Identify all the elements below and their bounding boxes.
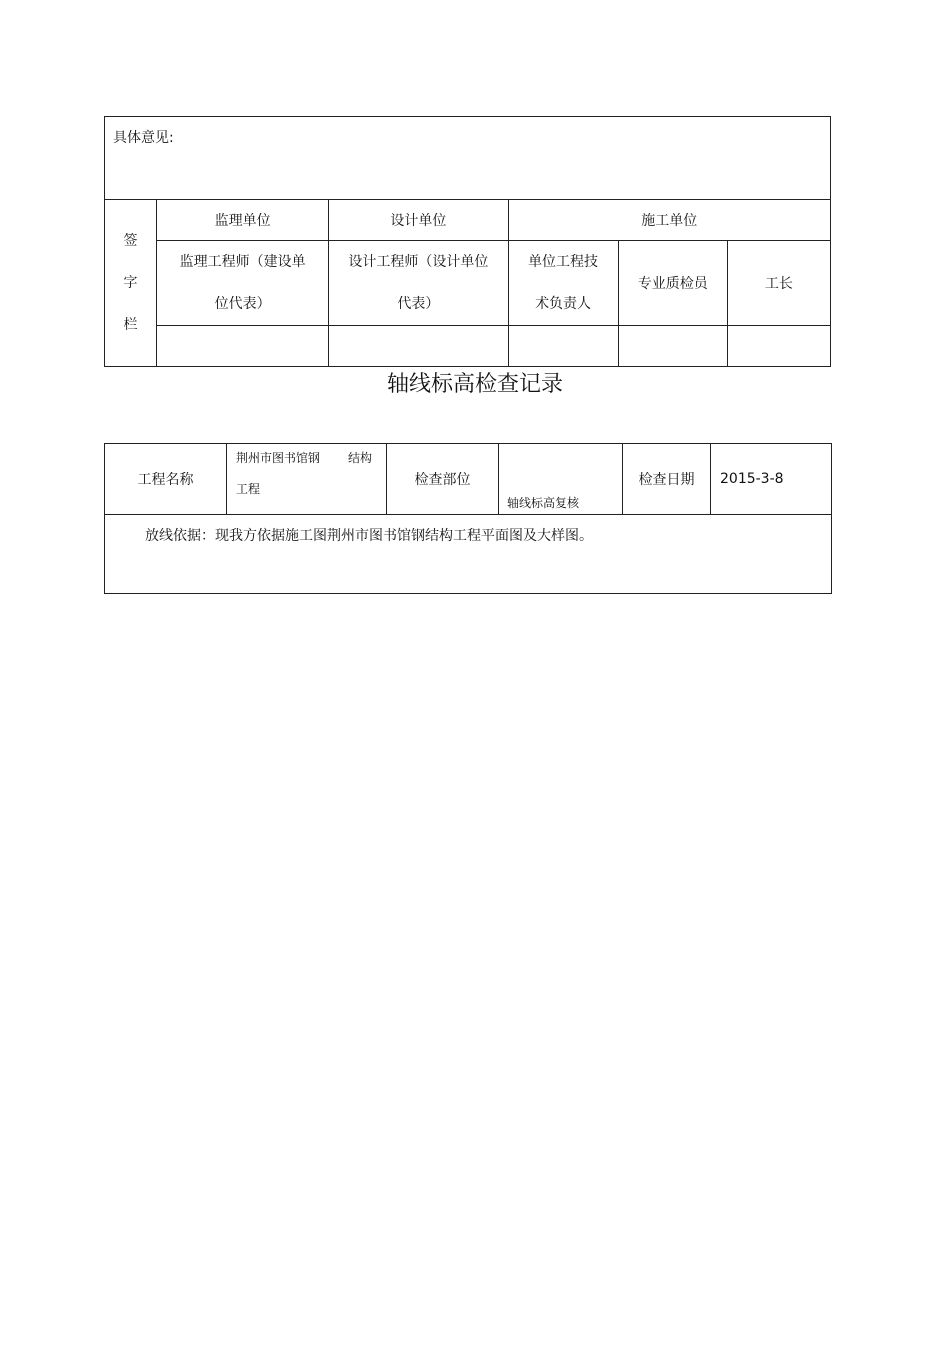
foreman-signature-cell[interactable] [727, 326, 830, 367]
page-title: 轴线标高检查记录 [386, 372, 563, 397]
sign-label-char: 栏 [123, 317, 138, 333]
design-signature-cell[interactable] [329, 326, 508, 367]
supervision-engineer-role [157, 241, 329, 326]
supervision-unit-header: 监理单位 [157, 200, 329, 241]
check-date-value-cell [711, 444, 832, 515]
design-engineer-role [329, 241, 508, 326]
role-line: 术负责人 [535, 296, 592, 312]
check-part-value: 轴线标高复核 [507, 496, 580, 510]
sign-column-label [105, 200, 157, 367]
foreman-role: 工长 [727, 241, 830, 326]
opinion-cell [105, 117, 831, 200]
record-table [104, 443, 832, 594]
unit-tech-lead-role [508, 241, 618, 326]
signoff-table [104, 116, 831, 367]
setting-out-basis-text: 放线依据：现我方依据施工图荆州市图书馆钢结构工程平面图及大样图。 [145, 528, 593, 544]
check-date-label: 检查日期 [623, 444, 711, 515]
construction-unit-header: 施工单位 [508, 200, 831, 241]
sign-label-char: 签 [123, 233, 138, 249]
supervision-signature-cell[interactable] [157, 326, 329, 367]
check-part-label: 检查部位 [387, 444, 499, 515]
project-name-part: 结构 [348, 451, 373, 465]
setting-out-basis-cell [105, 515, 832, 594]
role-line: 位代表） [214, 296, 271, 312]
check-date-value: 2015-3-8 [720, 471, 784, 487]
opinion-label: 具体意见: [113, 130, 174, 146]
project-name-part: 工程 [236, 482, 261, 496]
sign-label-char: 字 [123, 275, 138, 291]
inspector-signature-cell[interactable] [618, 326, 727, 367]
role-line: 代表） [397, 296, 440, 312]
project-name-part: 荆州市图书馆钢 [236, 451, 321, 465]
role-line: 单位工程技 [528, 254, 599, 270]
tech-lead-signature-cell[interactable] [508, 326, 618, 367]
role-line: 监理工程师（建设单 [179, 254, 306, 270]
check-part-value-cell [499, 444, 623, 515]
project-name-value [227, 444, 387, 515]
design-unit-header: 设计单位 [329, 200, 508, 241]
quality-inspector-role: 专业质检员 [618, 241, 727, 326]
project-name-label: 工程名称 [105, 444, 227, 515]
role-line: 设计工程师（设计单位 [348, 254, 489, 270]
